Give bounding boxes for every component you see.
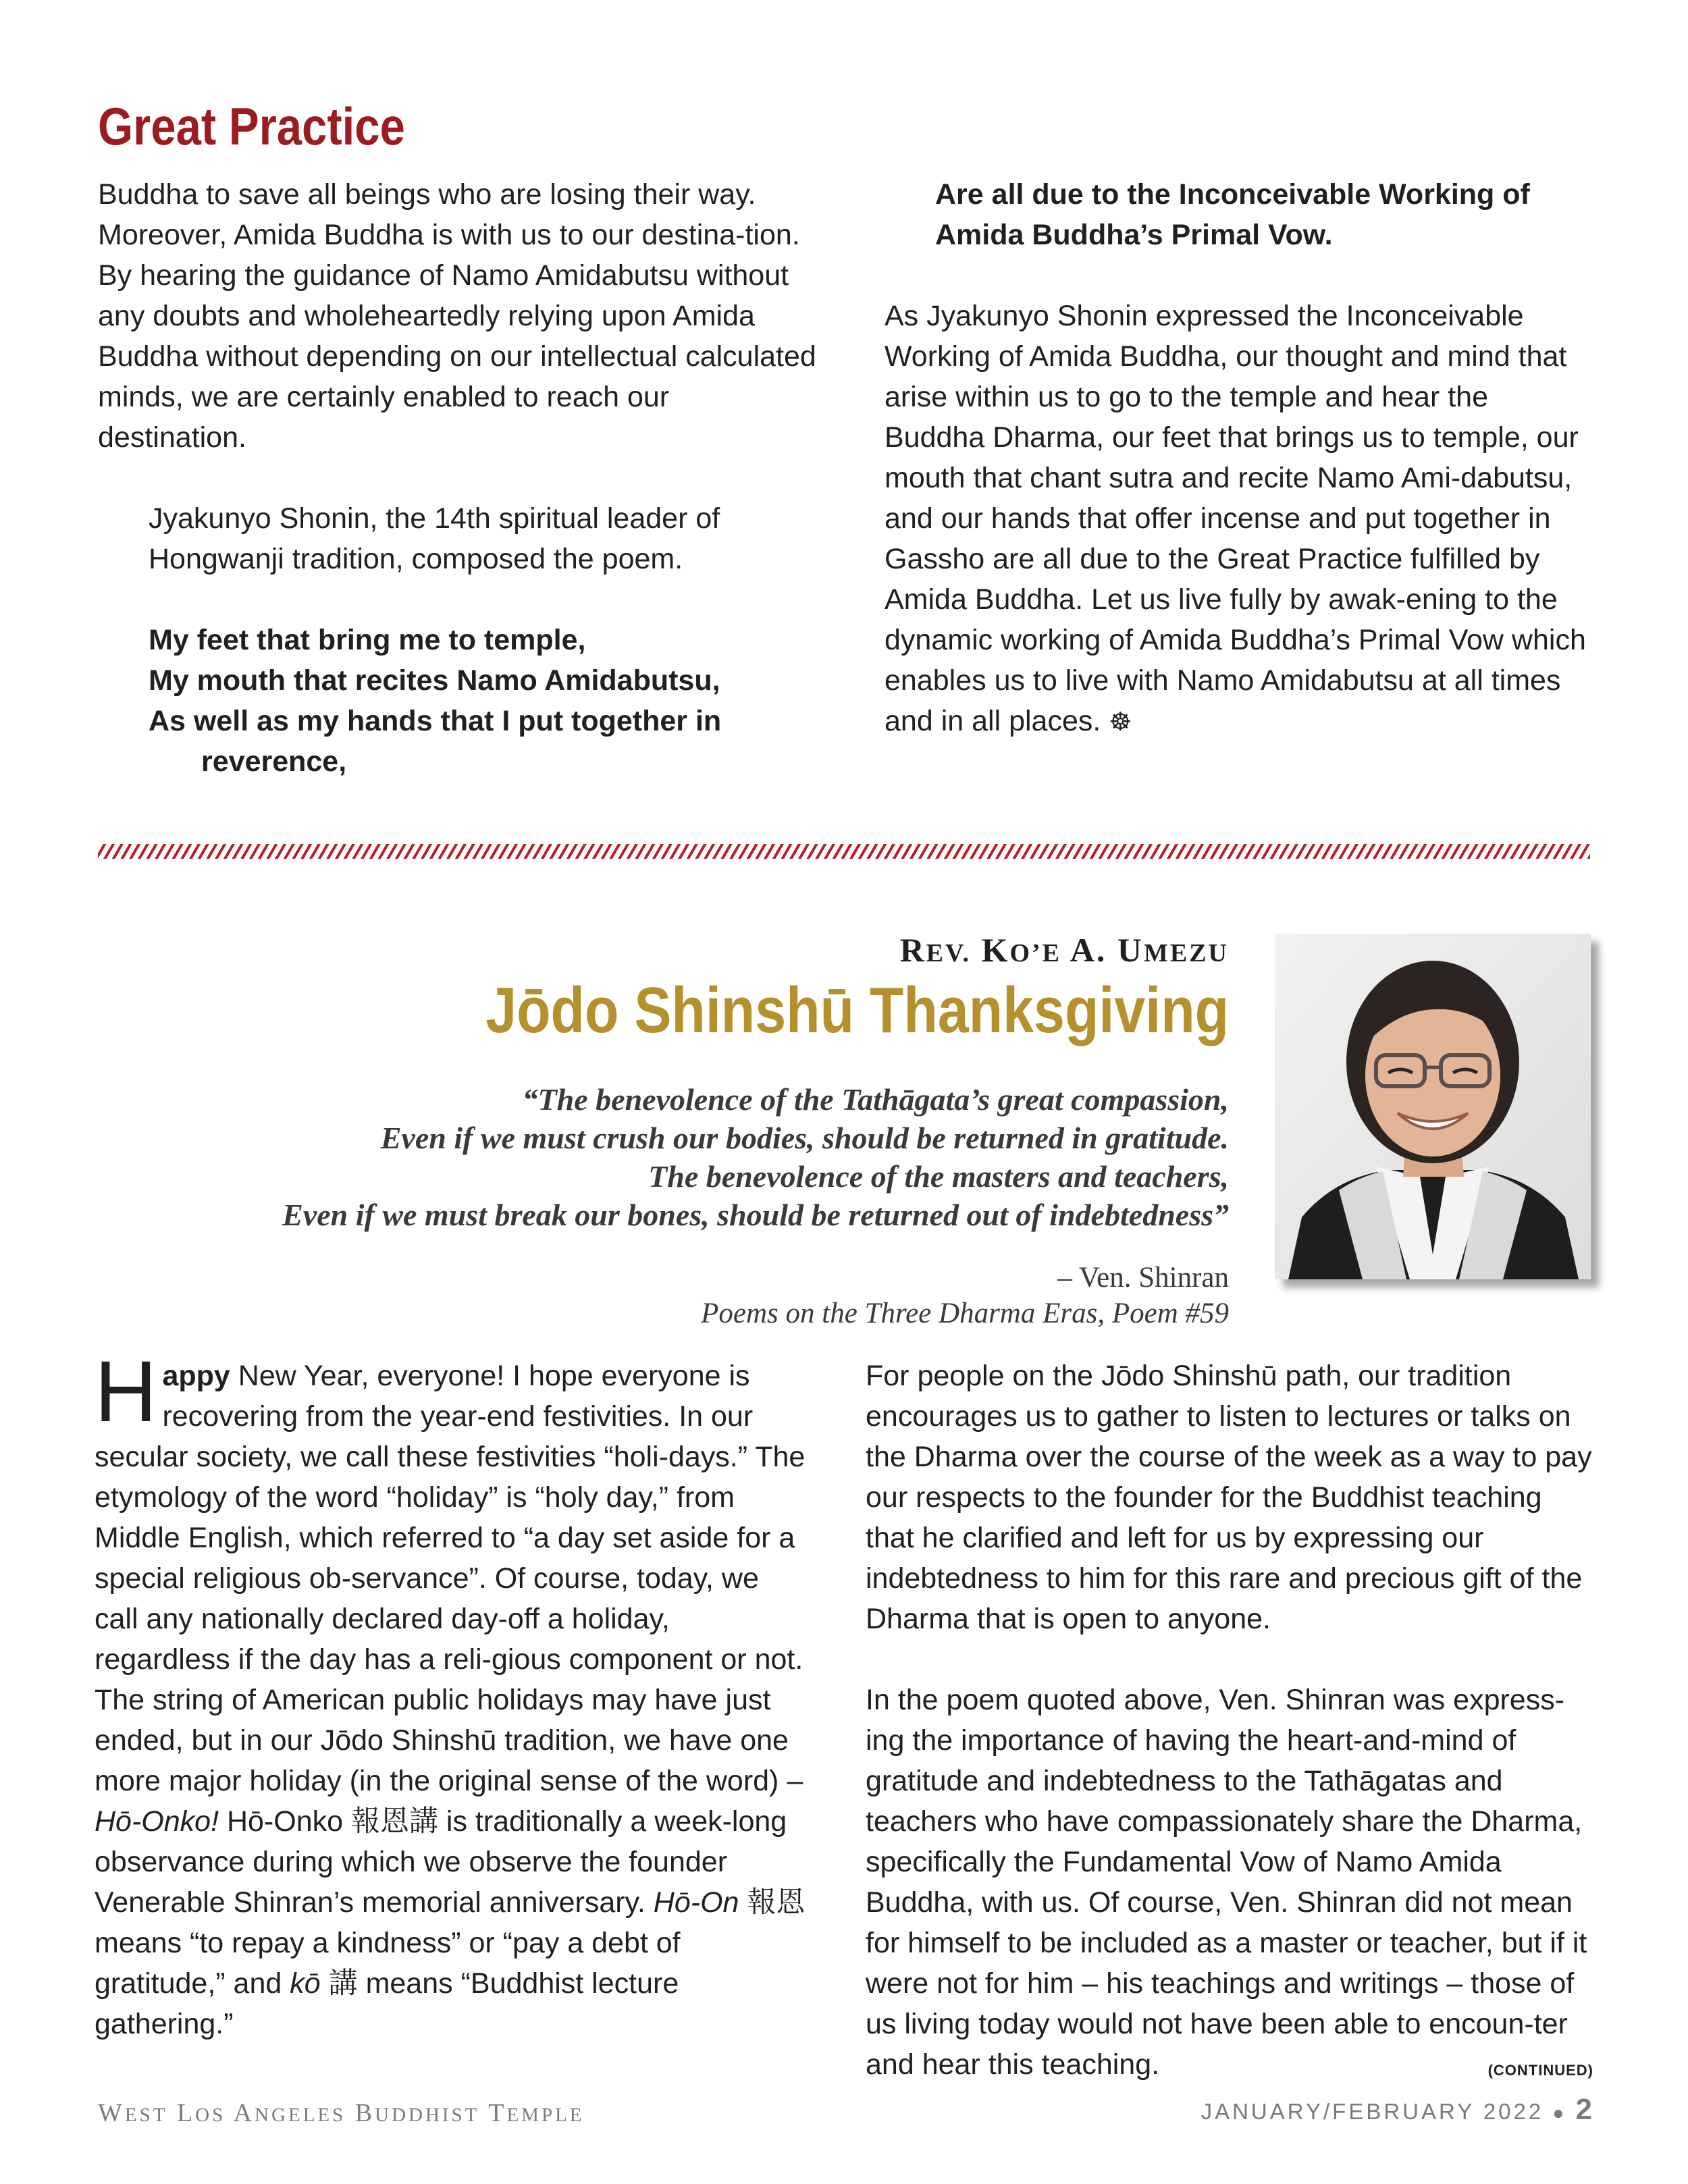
footer-org-part: EST xyxy=(124,2104,168,2126)
text-run: Hō-Onko 報恩講 is traditionally a week-long observance during which we observe the founder Venerable Shinran’s memorial anniversary. xyxy=(95,1805,787,1919)
text-run-italic: Hō-Onko! xyxy=(95,1805,219,1838)
byline-part: MEZU xyxy=(1144,939,1229,967)
quote-line: Even if we must break our bones, should be returned out of indebtedness” xyxy=(282,1198,1229,1232)
text-run: 講 means “Buddhist lecture gathering.” xyxy=(95,1967,679,2040)
thanksgiving-title: Jōdo Shinshū Thanksgiving xyxy=(485,974,1229,1046)
byline-part: R xyxy=(899,931,926,969)
poem-line: reverence, xyxy=(201,745,347,778)
great-practice-paragraph-3 xyxy=(885,296,1593,743)
byline-part: U xyxy=(1117,931,1144,969)
thanksgiving-left-column xyxy=(95,1343,810,2044)
footer-org-part: T xyxy=(488,2099,507,2127)
thanksgiving-paragraph-3: In the poem quoted above, Ven. Shinran was express-ing the importance of having the heart-and-mind of gratitude and indebtedness to the Tathāgatas and teachers who have compassionately share the Dharma, specifically the Fundamental Vow of Namo Amida Buddha, with us. Of course, Ven. Shinran did not mean for himself to be included as a master or teacher, but if it were not for him – his teachings and writings – those of us living today would not have been able to encoun-ter and hear this teaching. xyxy=(866,1684,1587,2081)
author-photo xyxy=(1275,934,1591,1279)
poem-line: Are all due to the Inconceivable Working of xyxy=(935,178,1530,211)
drop-cap: H xyxy=(95,1343,157,1440)
footer-org-part: B xyxy=(354,2099,375,2127)
poem-stanza-right xyxy=(885,174,1593,255)
poem-line: My mouth that recites Namo Amidabutsu, xyxy=(149,664,720,697)
dharma-wheel-icon: ☸ xyxy=(1109,708,1132,737)
bullet-icon: ● xyxy=(1552,2102,1567,2123)
great-practice-paragraph-3-text: As Jyakunyo Shonin expressed the Inconceivable Working of Amida Buddha, our thought and mind that arise within us to go to the temple and hear the Buddha Dharma, our feet that brings us to temple, our mouth that chant sutra and recite Namo Ami-dabutsu, and our hands that offer incense and put together in Gassho are all due to the Great Practice fulfilled by Amida Buddha. Let us live fully by awak-ening to the dynamic working of Amida Buddha’s Primal Vow which enables us to live with Namo Amidabutsu at all times and in all places. xyxy=(885,300,1586,737)
lead-word: appy xyxy=(162,1360,230,1392)
epigraph-quote xyxy=(282,1080,1229,1234)
great-practice-paragraph-2: Jyakunyo Shonin, the 14th spiritual leader of Hongwanji tradition, composed the poem. xyxy=(149,502,720,575)
page-number: 2 xyxy=(1575,2093,1592,2126)
footer-organization xyxy=(98,2098,585,2128)
thanksgiving-right-column xyxy=(866,1356,1595,2085)
byline-part: O’E xyxy=(1009,939,1062,967)
footer-org-part: NGELES xyxy=(255,2104,346,2126)
poem-stanza-left xyxy=(98,620,820,782)
thanksgiving-paragraph-2: For people on the Jōdo Shinshū path, our tradition encourages us to gather to listen to lectures or talks on the Dharma over the course of the week as a way to pay our respects to the founder for the Buddhist teaching that he clarified and left for us by expressing our indebtedness to him for this rare and precious gift of the Dharma that is open to anyone. xyxy=(866,1360,1592,1635)
byline-part: A. xyxy=(1070,931,1107,969)
quote-line: Even if we must crush our bodies, should be returned in gratitude. xyxy=(380,1121,1229,1155)
footer-org-part: OS xyxy=(195,2104,226,2126)
great-practice-right-column xyxy=(885,174,1593,743)
footer-org-part: EMPLE xyxy=(506,2104,585,2126)
poem-line: Amida Buddha’s Primal Vow. xyxy=(935,219,1333,251)
issue-date: JANUARY/FEBRUARY 2022 xyxy=(1201,2099,1544,2124)
poem-line: As well as my hands that I put together in xyxy=(149,705,722,737)
footer-org-part: L xyxy=(176,2099,196,2127)
poem-line: My feet that bring me to temple, xyxy=(149,624,586,656)
author-byline xyxy=(900,930,1229,969)
text-run-italic: Hō-On xyxy=(653,1886,739,1919)
byline-part: K xyxy=(981,931,1010,969)
quote-line: The benevolence of the masters and teachers, xyxy=(648,1159,1229,1194)
text-run: 報恩 means “to repay a kindness” or “pay a debt of gratitude,” and xyxy=(95,1886,806,2000)
text-run: New Year, everyone! I hope everyone is recovering from the year-end festivities. In our secular society, we call these festivities “holi-days.” The etymology of the word “holiday” is “holy day,” from Middle English, which referred to “a day set aside for a special religious ob-servance”. Of course, today, we call any nationally declared day-off a holiday, regardless if the day has a reli-gious component or not. The string of American public holidays may have just ended, but in our Jōdo Shinshū tradition, we have one more major holiday (in the original sense of the word) – xyxy=(95,1360,806,1797)
attribution-source: Poems on the Three Dharma Eras, Poem #59 xyxy=(701,1298,1229,1329)
author-portrait-illustration xyxy=(1275,934,1591,1279)
attribution-author: – Ven. Shinran xyxy=(1057,1262,1229,1294)
footer-issue xyxy=(1201,2093,1592,2127)
thanksgiving-paragraph-1 xyxy=(95,1343,810,2044)
section-divider xyxy=(98,844,1590,859)
great-practice-paragraph-1: Buddha to save all beings who are losing their way. Moreover, Amida Buddha is with us to our destina-tion. By hearing the guidance of Namo Amidabutsu without any doubts and wholeheartedly relying upon Amida Buddha without depending on our intellectual calculated minds, we are certainly enabled to reach our destination. xyxy=(98,178,816,454)
text-run-italic: kō xyxy=(290,1967,321,2000)
great-practice-title: Great Practice xyxy=(98,97,405,156)
continued-label: (CONTINUED) xyxy=(1487,2062,1593,2079)
byline-part: EV. xyxy=(926,939,972,967)
great-practice-left-column xyxy=(98,174,820,782)
footer-org-part: A xyxy=(233,2099,255,2127)
quote-line: “The benevolence of the Tathāgata’s great compassion, xyxy=(522,1082,1229,1117)
footer-org-part: UDDHIST xyxy=(375,2104,480,2126)
epigraph-attribution xyxy=(701,1260,1229,1331)
footer-org-part: W xyxy=(98,2099,125,2127)
